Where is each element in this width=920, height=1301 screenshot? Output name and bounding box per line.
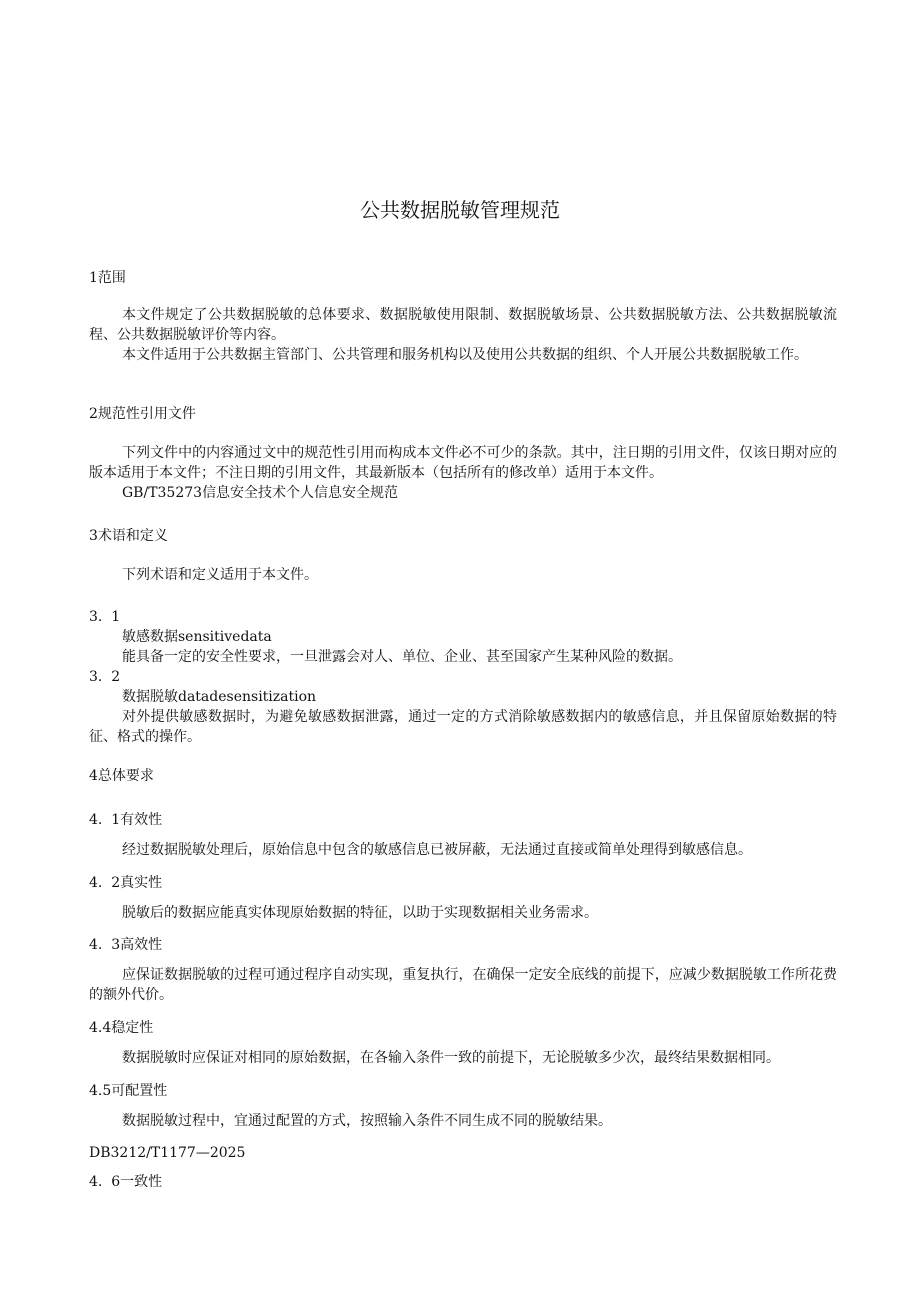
section-1-heading: 1范围 bbox=[89, 270, 126, 286]
section-4-1-text: 经过数据脱敏处理后，原始信息中包含的敏感信息已被屏蔽，无法通过直接或简单处理得到敏感信息。 bbox=[122, 842, 752, 858]
term-2-number: 3. 2 bbox=[89, 669, 121, 685]
document-title: 公共数据脱敏管理规范 bbox=[360, 198, 560, 222]
section-4-3-text: 应保证数据脱敏的过程可通过程序自动实现，重复执行，在确保一定安全底线的前提下，应减少数据脱敏工作所花费的额外代价。 bbox=[89, 967, 837, 1003]
section-4-3-heading: 4. 3高效性 bbox=[89, 937, 163, 953]
term-1-definition: 能具备一定的安全性要求，一旦泄露会对人、单位、企业、甚至国家产生某种风险的数据。 bbox=[122, 649, 682, 665]
section-2-paragraph-1: 下列文件中的内容通过文中的规范性引用而构成本文件必不可少的条款。其中，注日期的引用文件，仅该日期对应的版本适用于本文件；不注日期的引用文件，其最新版本（包括所有的修改单）适用于本文件。 bbox=[89, 445, 837, 481]
section-4-4-text: 数据脱敏时应保证对相同的原始数据，在各输入条件一致的前提下，无论脱敏多少次，最终结果数据相同。 bbox=[122, 1050, 780, 1066]
section-2-reference: GB/T35273信息安全技术个人信息安全规范 bbox=[122, 485, 399, 501]
section-4-4-heading: 4.4稳定性 bbox=[89, 1020, 154, 1036]
section-4-6-heading: 4. 6一致性 bbox=[89, 1174, 163, 1190]
term-1-name: 敏感数据sensitivedata bbox=[122, 629, 272, 645]
section-4-2-text: 脱敏后的数据应能真实体现原始数据的特征，以助于实现数据相关业务需求。 bbox=[122, 905, 598, 921]
section-1-paragraph-1: 本文件规定了公共数据脱敏的总体要求、数据脱敏使用限制、数据脱敏场景、公共数据脱敏方法、公共数据脱敏流程、公共数据脱敏评价等内容。 bbox=[89, 307, 837, 343]
section-4-heading: 4总体要求 bbox=[89, 768, 154, 784]
section-4-1-heading: 4. 1有效性 bbox=[89, 812, 163, 828]
document-code: DB3212/T1177—2025 bbox=[89, 1145, 246, 1161]
section-4-2-heading: 4. 2真实性 bbox=[89, 875, 163, 891]
section-1-paragraph-2: 本文件适用于公共数据主管部门、公共管理和服务机构以及使用公共数据的组织、个人开展公共数据脱敏工作。 bbox=[122, 347, 808, 363]
term-1-number: 3. 1 bbox=[89, 609, 121, 625]
section-3-intro: 下列术语和定义适用于本文件。 bbox=[122, 567, 318, 583]
section-3-heading: 3术语和定义 bbox=[89, 528, 168, 544]
section-4-5-text: 数据脱敏过程中，宜通过配置的方式，按照输入条件不同生成不同的脱敏结果。 bbox=[122, 1113, 612, 1129]
section-4-5-heading: 4.5可配置性 bbox=[89, 1083, 168, 1099]
section-2-heading: 2规范性引用文件 bbox=[89, 406, 196, 422]
term-2-name: 数据脱敏datadesensitization bbox=[122, 689, 317, 705]
term-2-definition: 对外提供敏感数据时，为避免敏感数据泄露，通过一定的方式消除敏感数据内的敏感信息，并且保留原始数据的特征、格式的操作。 bbox=[89, 709, 837, 745]
